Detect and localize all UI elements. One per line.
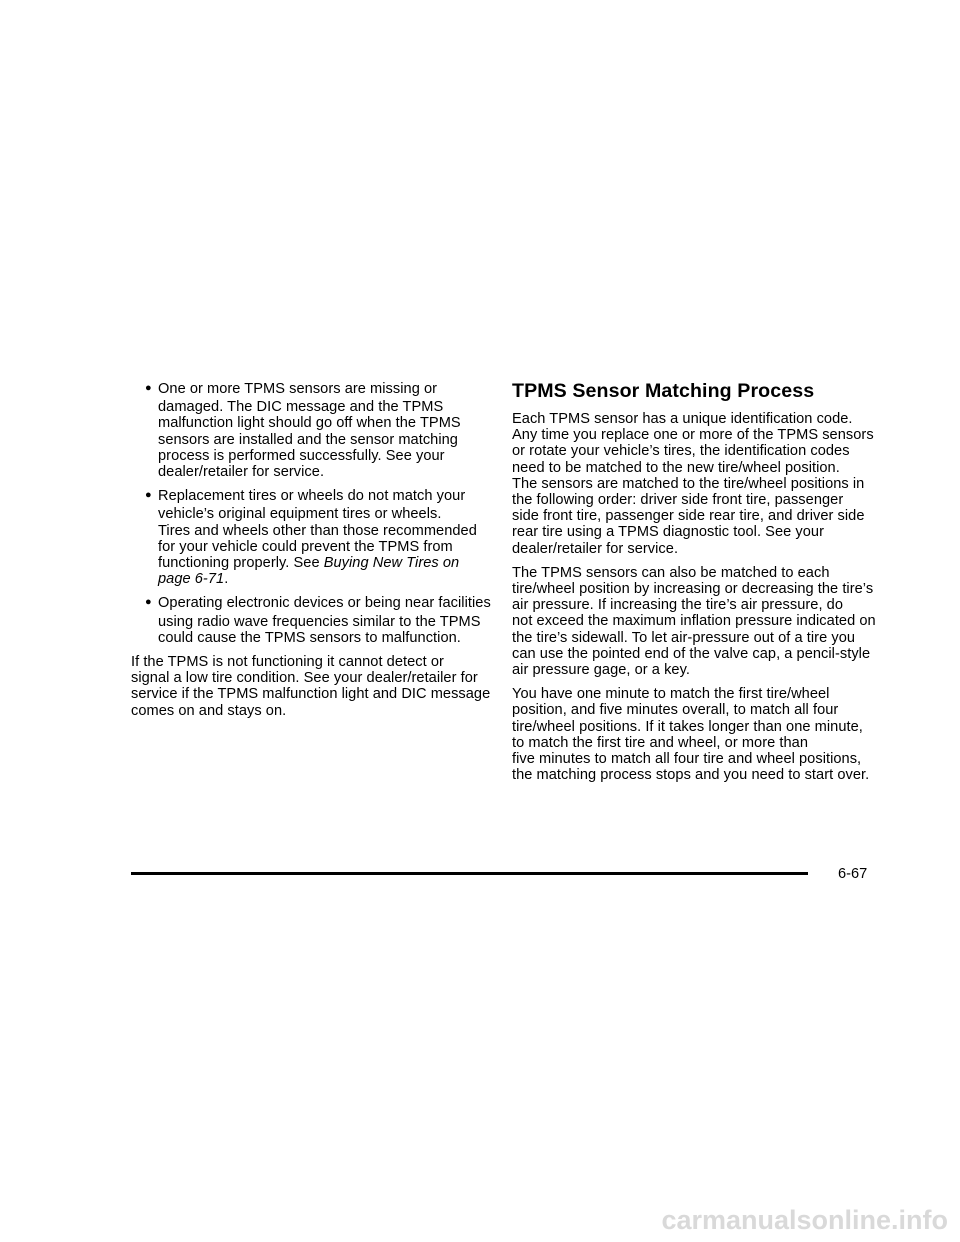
bullet-text-segment: . — [224, 571, 229, 588]
paragraph-line: to match the first tire and wheel, or more than — [512, 734, 808, 751]
paragraph-line: signal a low tire condition. See your dealer/retailer for — [131, 670, 478, 687]
paragraph-line: or rotate your vehicle’s tires, the identification codes — [512, 443, 850, 460]
paragraph-line: air pressure. If increasing the tire’s air pressure, do — [512, 597, 843, 614]
paragraph-line: tire/wheel positions. If it takes longer than one minute, — [512, 718, 863, 735]
cross-reference-page[interactable]: page 6-71 — [158, 571, 225, 588]
paragraph-line: The sensors are matched to the tire/wheel positions in — [512, 475, 865, 492]
paragraph-line: Each TPMS sensor has a unique identification code. — [512, 411, 853, 427]
tpms-not-functioning-paragraph — [131, 654, 491, 719]
bullet-text-line: One or more TPMS sensors are missing or — [158, 381, 438, 397]
bullet-dot-icon: ● — [145, 382, 152, 394]
paragraph-line: The TPMS sensors can also be matched to each — [512, 564, 830, 581]
bullet-text-line: dealer/retailer for service. — [158, 464, 325, 481]
bullet-text-line: for your vehicle could prevent the TPMS from — [158, 538, 453, 555]
paragraph-line: the following order: driver side front tire, passenger — [512, 492, 844, 509]
footer-rule — [131, 872, 808, 875]
bullet-dot-icon: ● — [145, 489, 152, 502]
bullet-text-line: process is performed successfully. See your — [158, 447, 445, 464]
paragraph-line: not exceed the maximum inflation pressure indicated on — [512, 613, 876, 630]
bullet-text-line: Tires and wheels other than those recommended — [158, 522, 477, 539]
bullet-text-line: using radio wave frequencies similar to the TPMS — [158, 613, 481, 630]
paragraph-line: need to be matched to the new tire/wheel position. — [512, 459, 840, 476]
time-limit-paragraph — [512, 686, 874, 783]
paragraph-line: tire/wheel position by increasing or decreasing the tire’s — [512, 581, 874, 598]
paragraph-line: the matching process stops and you need to start over. — [512, 767, 870, 784]
sensor-identification-paragraph — [512, 411, 874, 557]
paragraph-line: service if the TPMS malfunction light and DIC message — [131, 686, 491, 703]
paragraph-line: position, and five minutes overall, to match all four — [512, 702, 839, 719]
bullet-text-line: damaged. The DIC message and the TPMS — [158, 399, 444, 416]
right-column — [512, 380, 874, 791]
bullet-text-line: could cause the TPMS sensors to malfunction. — [158, 629, 461, 646]
watermark: carmanualsonline.info — [661, 1205, 948, 1235]
paragraph-line: the tire’s sidewall. To let air-pressure out of a tire you — [512, 629, 856, 646]
paragraph-line: five minutes to match all four tire and wheel positions, — [512, 751, 862, 768]
bullet-text-line — [158, 555, 491, 571]
paragraph-line: rear tire using a TPMS diagnostic tool. See your — [512, 524, 824, 541]
page-number: 6-67 — [838, 866, 868, 882]
left-column — [131, 381, 491, 727]
bullet-text-line: sensors are installed and the sensor matching — [158, 431, 458, 448]
bullet-text-line: Replacement tires or wheels do not match your — [158, 488, 466, 505]
air-pressure-matching-paragraph — [512, 565, 874, 678]
paragraph-line: Any time you replace one or more of the TPMS sensors — [512, 427, 874, 444]
bullet-text-line: vehicle’s original equipment tires or wheels. — [158, 506, 442, 523]
paragraph-line: air pressure gage, or a key. — [512, 662, 690, 679]
section-heading: TPMS Sensor Matching Process — [512, 380, 815, 402]
bullet-text-line — [158, 571, 491, 587]
bullet-item-electronic-devices — [131, 595, 491, 646]
paragraph-line: comes on and stays on. — [131, 702, 287, 719]
bullet-text-line: malfunction light should go off when the TPMS — [158, 415, 461, 432]
bullet-text-segment: functioning properly. See — [158, 555, 324, 572]
paragraph-line: can use the pointed end of the valve cap, a pencil-style — [512, 645, 871, 662]
bullet-item-replacement-tires — [131, 488, 491, 587]
paragraph-line: If the TPMS is not functioning it cannot detect or — [131, 654, 444, 671]
paragraph-line: You have one minute to match the first tire/wheel — [512, 686, 830, 703]
bullet-text-line: Operating electronic devices or being near facilities — [158, 595, 491, 612]
cross-reference-link[interactable]: Buying New Tires on — [323, 555, 460, 572]
bullet-item-missing-sensors — [131, 381, 491, 480]
bullet-dot-icon: ● — [145, 596, 152, 609]
paragraph-line: dealer/retailer for service. — [512, 540, 679, 557]
paragraph-line: side front tire, passenger side rear tire, and driver side — [512, 508, 865, 525]
